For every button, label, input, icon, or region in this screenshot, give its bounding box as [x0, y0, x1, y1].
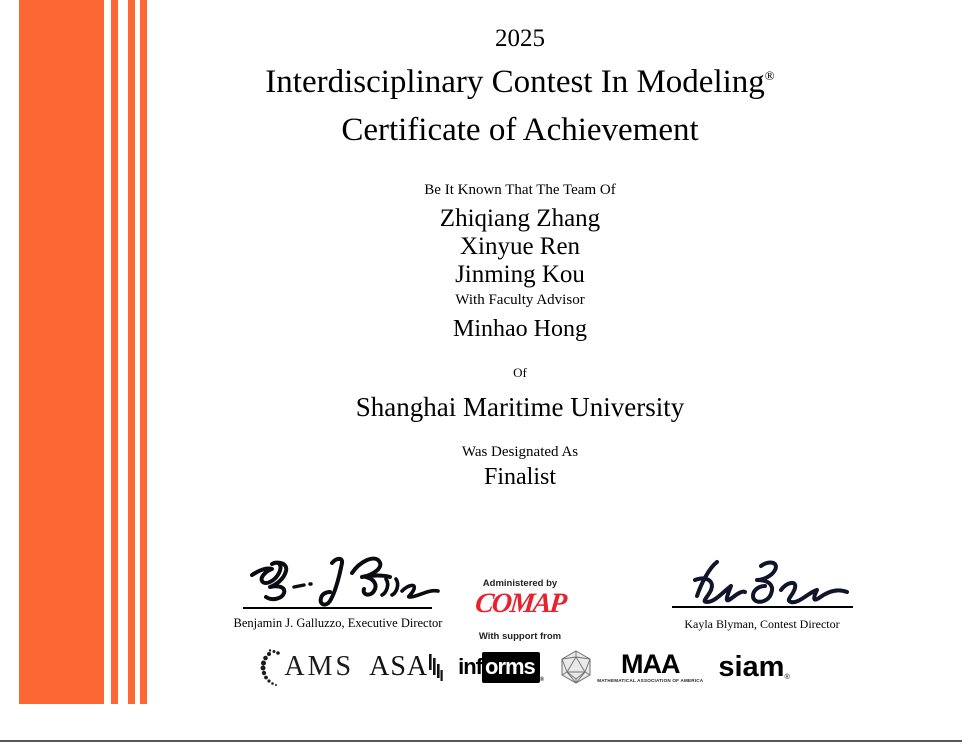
advisor-intro-text: With Faculty Advisor: [455, 292, 585, 308]
asa-logo-text: ASA: [369, 651, 429, 682]
contest-director-signature-line: [672, 606, 853, 608]
maa-logo: [559, 650, 703, 684]
designation-award: Finalist: [483, 464, 556, 490]
administered-by-text: Administered by: [482, 578, 558, 589]
maa-logo-text: MAA: [621, 648, 680, 679]
maa-caption-text: MATHEMATICAL ASSOCIATION OF AMERICA: [597, 677, 704, 683]
contest-director-signature: [683, 556, 861, 612]
asa-bars-icon: [429, 652, 443, 682]
informs-logo-prefix: inf: [458, 653, 482, 679]
informs-logo-boxed: orms: [482, 652, 540, 683]
siam-registered-mark: ®: [784, 673, 790, 681]
certificate-subtitle: Certificate of Achievement: [341, 112, 699, 148]
maa-text-block: [597, 648, 704, 684]
ams-logo: [260, 648, 354, 686]
asa-logo: [369, 651, 443, 683]
team-member-2: Xinyue Ren: [459, 233, 581, 260]
support-from-text: With support from: [478, 631, 562, 642]
maa-icosahedron-icon: [559, 650, 593, 684]
registered-mark: ®: [764, 68, 775, 83]
siam-logo: [718, 651, 789, 684]
informs-registered-mark: ®: [539, 676, 545, 683]
institution-name: Shanghai Maritime University: [355, 392, 685, 422]
team-intro-text: Be It Known That The Team Of: [424, 182, 616, 198]
advisor-name: Minhao Hong: [453, 316, 587, 342]
of-label: Of: [513, 365, 527, 380]
siam-logo-text: siam: [718, 650, 785, 683]
certificate-title: [150, 64, 890, 101]
left-accent-stripe-2: [128, 0, 135, 704]
comap-logo: COMAP: [473, 588, 567, 619]
informs-logo: [458, 652, 544, 683]
left-accent-bar-wide: [19, 0, 104, 704]
contest-director-name: Kayla Blyman, Contest Director: [684, 617, 840, 631]
sponsor-logos-row: [150, 644, 900, 690]
certificate-title-text: Interdisciplinary Contest In Modeling: [265, 64, 765, 100]
certificate-year: 2025: [495, 25, 545, 52]
ams-logo-text: AMS: [284, 651, 355, 682]
designation-intro-text: Was Designated As: [461, 444, 579, 460]
ams-dots-icon: [260, 648, 284, 686]
executive-director-name: Benjamin J. Galluzzo, Executive Director: [233, 616, 443, 630]
bottom-divider-line: [0, 740, 962, 742]
left-accent-stripe-1: [111, 0, 118, 704]
left-accent-stripe-3: [140, 0, 147, 704]
team-member-1: Zhiqiang Zhang: [439, 205, 601, 232]
team-member-3: Jinming Kou: [455, 261, 585, 288]
